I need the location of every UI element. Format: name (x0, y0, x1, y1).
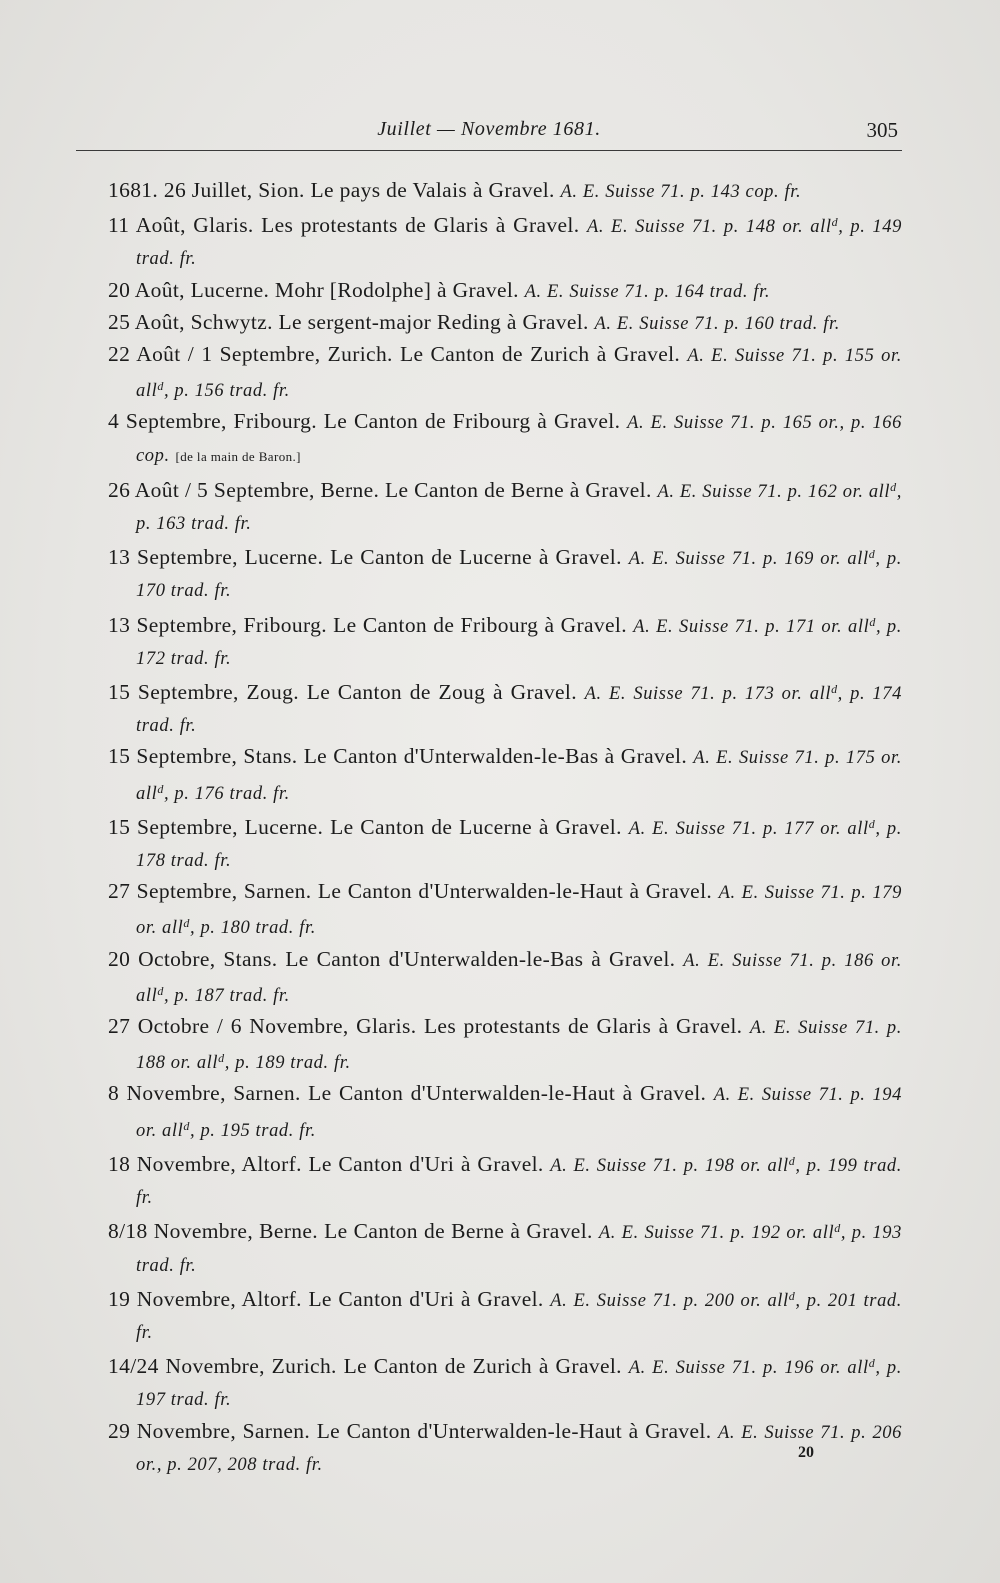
entry-1681-09-13-lucerne (108, 539, 902, 606)
superscript: d (183, 916, 190, 931)
superscript: d (788, 1153, 796, 1168)
entry-list (108, 175, 902, 1480)
entry-1681-11-29 (108, 1416, 902, 1480)
reference-part-b: , p. 180 trad. fr. (190, 918, 316, 939)
reference-part-a: A. E. Suisse 71. p. 175 or. all (136, 748, 903, 804)
reference-part-b: , p. 156 trad. fr. (163, 381, 290, 402)
entry-1681-09-13-fribourg (108, 607, 902, 674)
reference-part-b: , p. 149 trad. fr. (136, 217, 902, 270)
reference-part-a: A. E. Suisse 71. p. 196 or. all (628, 1358, 869, 1379)
entry-text: 13 Septembre, Lucerne. Le Canton de Lucerne à Gravel. (108, 545, 622, 570)
running-header (76, 114, 902, 148)
reference-part-b: , p. 172 trad. fr. (136, 616, 902, 669)
reference-part-b: , p. 178 trad. fr. (136, 818, 902, 872)
entry-text: 20 Août, Lucerne. Mohr [Rodolphe] à Gravel. (108, 277, 519, 302)
entry-text: 1681. 26 Juillet, Sion. Le pays de Valais à Gravel. (108, 178, 555, 202)
reference-part-a: A. E. Suisse 71. p. 194 or. all (136, 1085, 902, 1141)
entry-text: 4 Septembre, Fribourg. Le Canton de Fribourg à Gravel. (108, 409, 621, 434)
reference-part-a: A. E. Suisse 71. p. 198 or. all (550, 1155, 789, 1176)
entry-text: 27 Septembre, Sarnen. Le Canton d'Unterwalden-le-Haut à Gravel. (108, 879, 713, 904)
superscript: d (834, 1221, 841, 1236)
entry-text: 15 Septembre, Zoug. Le Canton de Zoug à Gravel. (108, 680, 577, 705)
entry-text: 22 Août / 1 Septembre, Zurich. Le Canton de Zurich à Gravel. (108, 342, 681, 367)
superscript: d (868, 816, 876, 831)
archive-reference: A. E. Suisse 71. p. 143 cop. fr. (560, 182, 802, 202)
entry-text: 25 Août, Schwytz. Le sergent-major Reding à Gravel. (108, 309, 589, 334)
superscript: d (868, 547, 876, 562)
signature-mark: 20 (798, 1444, 814, 1461)
superscript: d (157, 983, 164, 998)
reference-part-a: A. E. Suisse 71. p. 177 or. all (628, 818, 869, 839)
entry-text: 13 Septembre, Fribourg. Le Canton de Fribourg à Gravel. (108, 612, 627, 637)
entry-1681-08-26 (108, 472, 902, 539)
entry-text: 19 Novembre, Altorf. Le Canton d'Uri à Gravel. (108, 1286, 544, 1311)
entry-text: 18 Novembre, Altorf. Le Canton d'Uri à Gravel. (108, 1151, 544, 1176)
archive-reference: A. E. Suisse 71. p. 164 trad. fr. (524, 281, 771, 302)
reference-part-b: , p. 199 trad. fr. (136, 1155, 902, 1209)
entry-1681-09-27 (108, 876, 902, 943)
superscript: d (788, 1288, 796, 1303)
superscript: d (183, 1118, 190, 1133)
superscript: d (869, 614, 876, 629)
editorial-note: [de la main de Baron.] (175, 448, 301, 464)
entry-1681-09-04 (108, 406, 902, 471)
entry-1681-11-19 (108, 1281, 902, 1348)
superscript: d (831, 215, 839, 230)
entry-1681-10-27 (108, 1011, 902, 1078)
reference-part-b: , p. 187 trad. fr. (163, 985, 290, 1006)
entry-text: 27 Octobre / 6 Novembre, Glaris. Les protestants de Glaris à Gravel. (108, 1014, 743, 1039)
superscript: d (157, 379, 164, 394)
entry-text: 29 Novembre, Sarnen. Le Canton d'Unterwalden-le-Haut à Gravel. (108, 1418, 712, 1443)
page-number: 305 (866, 118, 898, 142)
superscript: d (218, 1051, 225, 1066)
reference-part-b: , p. 163 trad. fr. (136, 481, 902, 535)
reference-part-a: A. E. Suisse 71. p. 192 or. all (598, 1223, 835, 1244)
entry-1681-09-15-lucerne (108, 809, 902, 876)
superscript: d (868, 1356, 876, 1371)
entry-text: 20 Octobre, Stans. Le Canton d'Unterwalden-le-Bas à Gravel. (108, 946, 676, 971)
superscript: d (157, 781, 164, 796)
entry-1681-11-08 (108, 1078, 902, 1145)
entry-1681-11-18-berne (108, 1213, 902, 1280)
reference-part-a: A. E. Suisse 71. p. 171 or. all (633, 616, 870, 637)
reference-part-b: , p. 189 trad. fr. (224, 1053, 351, 1074)
reference-part-b: , p. 195 trad. fr. (190, 1120, 316, 1141)
reference-part-a: A. E. Suisse 71. p. 179 or. all (136, 883, 902, 939)
entry-1681-09-15-zoug (108, 674, 902, 741)
entry-text: 8 Novembre, Sarnen. Le Canton d'Unterwalden-le-Haut à Gravel. (108, 1081, 707, 1106)
entry-text: 15 Septembre, Lucerne. Le Canton de Lucerne à Gravel. (108, 814, 622, 839)
superscript: d (831, 682, 838, 697)
entry-text: 26 Août / 5 Septembre, Berne. Le Canton de Berne à Gravel. (108, 477, 652, 502)
reference-part-a: A. E. Suisse 71. p. 155 or. all (136, 346, 902, 402)
entry-1681-11-24 (108, 1348, 902, 1415)
archive-reference: A. E. Suisse 71. p. 160 trad. fr. (594, 313, 840, 334)
entry-text: 14/24 Novembre, Zurich. Le Canton de Zurich à Gravel. (108, 1354, 622, 1379)
reference-part-a: A. E. Suisse 71. p. 162 or. all (657, 481, 891, 502)
header-rule (76, 150, 902, 151)
reference-part-a: A. E. Suisse 71. p. 188 or. all (136, 1018, 902, 1074)
reference-part-b: , p. 197 trad. fr. (136, 1358, 902, 1411)
entry-1681-11-18-altorf (108, 1146, 902, 1213)
reference-part-b: , p. 170 trad. fr. (136, 549, 902, 602)
reference-part-b: , p. 201 trad. fr. (136, 1290, 902, 1343)
entry-1681-08-25 (108, 307, 902, 339)
entry-1681-08-20 (108, 275, 902, 307)
reference-part-a: A. E. Suisse 71. p. 148 or. all (586, 217, 832, 238)
entry-1681-10-20 (108, 944, 902, 1011)
archive-reference: A. E. Suisse 71. p. 165 or., p. 166 cop. (136, 413, 902, 466)
entry-1681-07-26 (108, 175, 902, 207)
reference-part-b: , p. 174 trad. fr. (136, 684, 902, 737)
entry-text: 11 Août, Glaris. Les protestants de Glaris à Gravel. (108, 213, 580, 238)
entry-1681-08-22 (108, 339, 902, 406)
reference-part-a: A. E. Suisse 71. p. 169 or. all (628, 549, 869, 570)
archive-reference: A. E. Suisse 71. p. 206 or., p. 207, 208 trad. fr. (136, 1422, 902, 1475)
reference-part-b: , p. 193 trad. fr. (136, 1223, 902, 1276)
entry-text: 15 Septembre, Stans. Le Canton d'Unterwalden-le-Bas à Gravel. (108, 744, 688, 769)
reference-part-a: A. E. Suisse 71. p. 200 or. all (550, 1290, 789, 1311)
header-title: Juillet — Novembre 1681. (377, 118, 601, 140)
entry-text: 8/18 Novembre, Berne. Le Canton de Berne à Gravel. (108, 1219, 593, 1244)
superscript: d (890, 479, 897, 494)
entry-1681-09-15-stans (108, 741, 902, 808)
reference-part-a: A. E. Suisse 71. p. 173 or. all (584, 684, 832, 705)
reference-part-b: , p. 176 trad. fr. (163, 783, 290, 804)
entry-1681-08-11 (108, 207, 902, 274)
reference-part-a: A. E. Suisse 71. p. 186 or. all (136, 950, 903, 1006)
